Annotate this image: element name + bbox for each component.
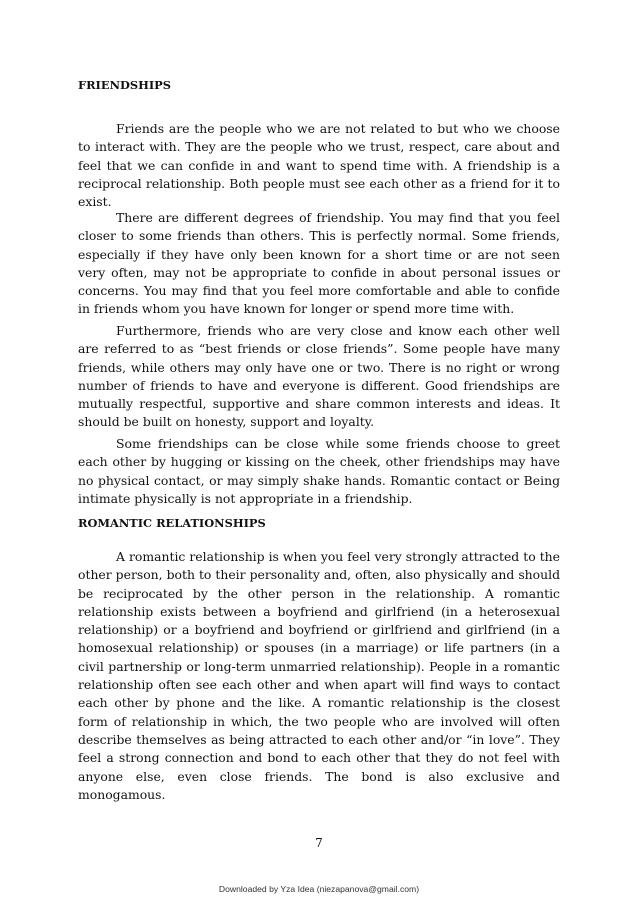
section-heading-romantic-relationships: ROMANTIC RELATIONSHIPS xyxy=(78,516,266,530)
paragraph-friends-definition: Friends are the people who we are not related to but who we choose to interact with. They are the people who we trust, respect, care about and feel that we can confide in and want to spend time with. A friendship is a reciprocal relationship. Both people must see each other as a friend for it to exist. xyxy=(78,121,560,210)
paragraph-romantic-relationship: A romantic relationship is when you feel very strongly attracted to the other person, both to their personality and, often, also physically and should be reciprocated by the other person in the relationship. A romantic relationship exists between a boyfriend and girlfriend (in a heterosexual relationship) or a boyfriend and boyfriend or girlfriend and girlfriend (in a homosexual relationship) or spouses (in a marriage) or life partners (in a civil partnership or long-term unmarried relationship). People in a romantic relationship often see each other and when apart will find ways to contact each other by phone and the like. A romantic relationship is the closest form of relationship in which, the two people who are involved will often describe themselves as being attracted to each other and/or “in love”. They feel a strong connection and bond to each other that they do not feel with anyone else, even close friends. The bond is also exclusive and monogamous. xyxy=(78,549,560,802)
download-footer: Downloaded by Yza Idea (niezapanova@gmail.com) xyxy=(218,884,420,894)
paragraph-physical-contact: Some friendships can be close while some friends choose to greet each other by hugging or kissing on the cheek, other friendships may have no physical contact, or may simply shake hands. Romantic contact or Being intimate physically is not appropriate in a friendship. xyxy=(78,436,560,506)
section-heading-friendships: FRIENDSHIPS xyxy=(78,78,171,92)
page-number: 7 xyxy=(315,836,323,850)
paragraph-best-friends: Furthermore, friends who are very close and know each other well are referred to as “best friends or close friends”. Some people have many friends, while others may only have one or two. There is no right or wrong number of friends to have and everyone is different. Good friendships are mutually respectful, supportive and share common interests and ideas. It should be built on honesty, support and loyalty. xyxy=(78,323,560,430)
paragraph-degrees-of-friendship: There are different degrees of friendship. You may find that you feel closer to some friends than others. This is perfectly normal. Some friends, especially if they have only been known for a short time or are not seen very often, may not be appropriate to confide in about personal issues or concerns. You may find that you feel more comfortable and able to confide in friends whom you have known for longer or spend more time with. xyxy=(78,210,560,317)
